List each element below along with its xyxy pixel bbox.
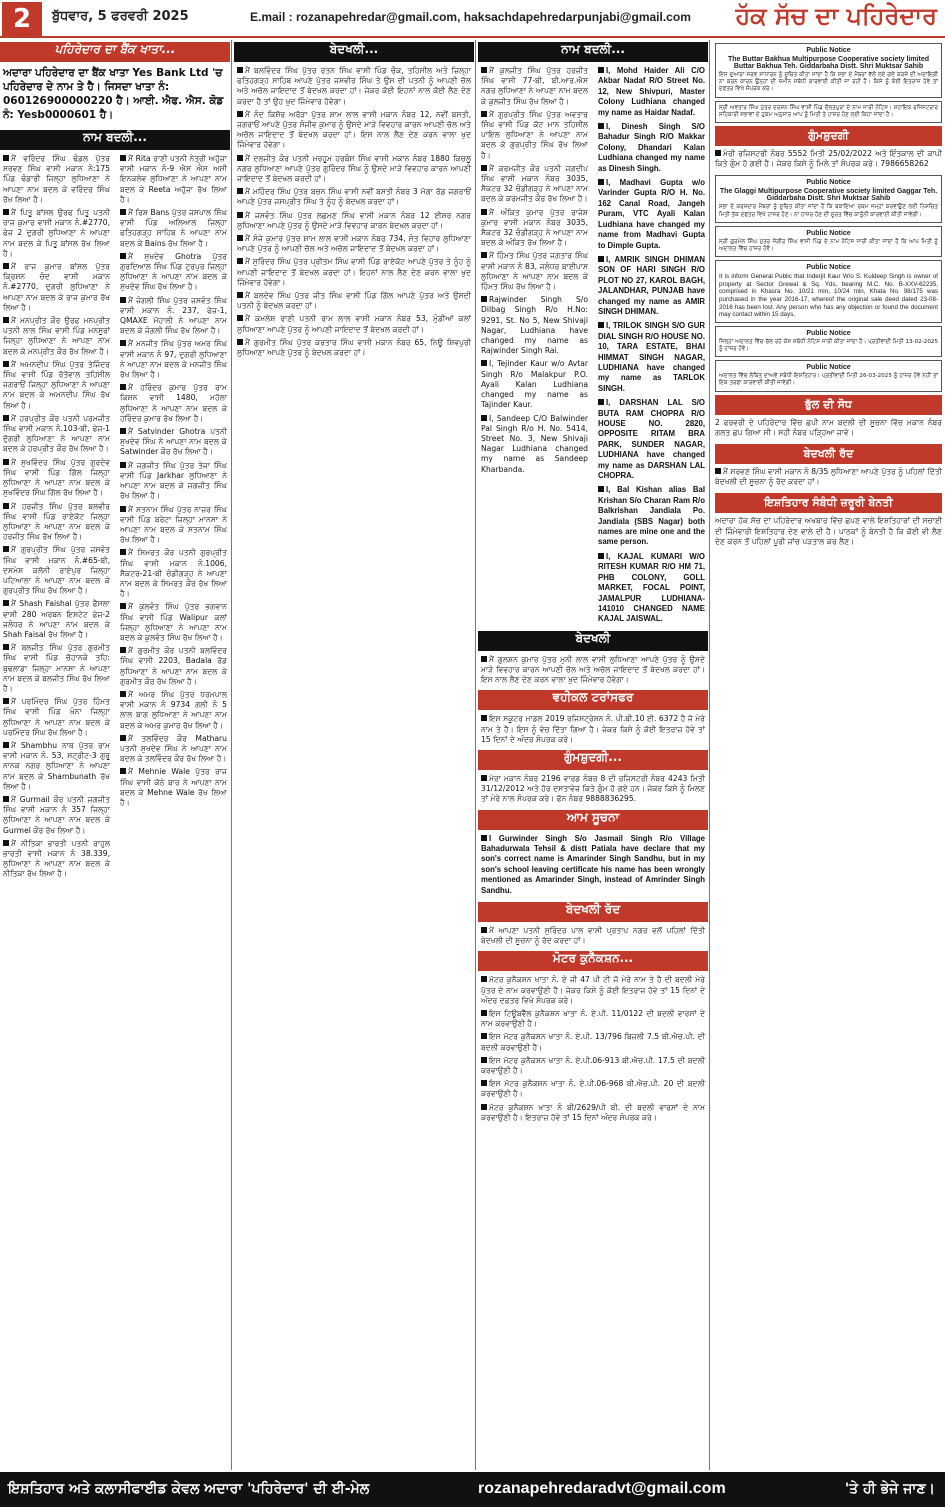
bullet-icon	[120, 209, 126, 215]
notice-title: Public Notice	[806, 179, 851, 187]
notice-item: ਮੈਂ ਹਿੰਮਤ ਸਿੰਘ ਪੁੱਤਰ ਜਗਤਾਰ ਸਿੰਘ ਵਾਸੀ ਮਕਾਨ ਨੰ 83, ਜਲੰਧਰ ਬਾਈਪਾਸ ਲੁਧਿਆਣਾ ਨੇ ਆਪਣਾ ਨਾਮ ਬਦਲ ਕੇ ਹਿੰਮਤ ਸਿੰਘ ਰੱਖ ਲਿਆ ਹੈ।	[481, 251, 588, 292]
notice-title: Public Notice	[806, 264, 851, 272]
notice-item: ਮੈਂ ਗੁਰਮੀਤ ਸਿੰਘ ਪੁੱਤਰ ਕਰਤਾਰ ਸਿੰਘ ਵਾਸੀ ਮਕਾਨ ਨੰਬਰ 65, ਨਿਊ ਸ਼ਿਵਪੁਰੀ ਲੁਧਿਆਣਾ ਆਪਣੇ ਪੁੱਤਰ ਨੂੰ ਬੇਦਖਲ ਕਰਦਾ ਹਾਂ।	[237, 337, 471, 358]
bullet-icon	[3, 415, 9, 421]
notice-item: ਮੋਟਰ ਕੁਨੈਕਸ਼ਨ ਖਾਤਾ ਨੰ ਬੀ/2629/ਪੀ ਬੀ. ਦੀ ਬਦਲੀ ਵਾਰਸਾਂ ਦੇ ਨਾਮ ਕਰਵਾਉਣੀ ਹੈ। ਇਤਰਾਜ਼ ਹੋਵੇ ਤਾਂ 15 ਦਿਨਾਂ ਅੰਦਰ ਸੰਪਰਕ ਕਰੇ।	[481, 1102, 705, 1122]
notice-item: ਮੈਂ ਮਹਿੰਦਰ ਸਿੰਘ ਪੁੱਤਰ ਬਚਨ ਸਿੰਘ ਵਾਸੀ ਨਵੀਂ ਬਸਤੀ ਨੰਬਰ 3 ਮੋਗਾ ਰੋਡ ਜਗਰਾਓਂ ਆਪਣੇ ਪੁੱਤਰ ਜਸਪ੍ਰੀਤ ਸਿੰਘ ਤੇ ਨੂੰਹ ਨੂੰ ਬੇਦਖਲ ਕਰਦਾ ਹਾਂ।	[237, 187, 471, 207]
correction-heading: ਭੁੱਲ ਦੀ ਸੋਧ	[715, 395, 942, 415]
name-change-heading: ਨਾਮ ਬਦਲੀ...	[0, 130, 230, 150]
notice-item: ਮੈਂ Shash Faishal ਪੁੱਤਰ ਫੈਸਲਾ ਵਾਸੀ 280 ਅਰਬਨ ਇਸਟੇਟ ਫੇਜ਼-2 ਜਲੰਧਰ ਨੇ ਆਪਣਾ ਨਾਮ ਬਦਲ ਕੇ Shah Faisal ਰੱਖ ਲਿਆ ਹੈ।	[3, 599, 110, 639]
notice-item: ਮੈਂ ਸੁਖਵਿੰਦਰ ਸਿੰਘ ਪੁੱਤਰ ਗੁਰਦੇਵ ਸਿੰਘ ਵਾਸੀ ਪਿੰਡ ਗਿੱਲ ਜਿਲ੍ਹਾ ਲੁਧਿਆਣਾ ਨੇ ਆਪਣਾ ਨਾਮ ਬਦਲ ਕੇ ਸੁਖਵਿੰਦਰ ਸਿੰਘ ਗਿੱਲ ਰੱਖ ਲਿਆ ਹੈ।	[3, 457, 110, 498]
notice-item: ਮੈਂ ਕਰਮਜੀਤ ਕੌਰ ਪਤਨੀ ਜਗਦੀਪ ਸਿੰਘ ਵਾਸੀ ਮਕਾਨ ਨੰਬਰ 3035, ਸੈਕਟਰ 32 ਚੰਡੀਗੜ੍ਹ ਨੇ ਆਪਣਾ ਨਾਮ ਬਦਲ ਕੇ ਕਰਮਜੀਤ ਕੌਰ ਰੱਖ ਲਿਆ ਹੈ।	[481, 163, 588, 204]
notice-item: ਇਸ ਮੋਟਰ ਕੁਨੈਕਸ਼ਨ ਖਾਤਾ ਨੰ. ਏ.ਪੀ.06-913 ਬੀ.ਐਚ.ਪੀ. 17.5 ਦੀ ਬਦਲੀ ਕਰਵਾਉਣੀ ਹੈ।	[481, 1055, 705, 1076]
name-change-subcolumn-left	[478, 66, 591, 629]
bullet-icon	[3, 600, 9, 606]
notice-title: Public Notice	[806, 329, 851, 337]
bullet-icon	[481, 775, 487, 781]
bullet-icon	[715, 150, 721, 156]
bullet-icon	[3, 546, 9, 552]
notice-title: Public Notice	[806, 229, 851, 237]
bullet-icon	[237, 67, 243, 73]
bullet-icon	[3, 796, 9, 802]
notice-item: ਮੈਂ ਪਰਮਿੰਦਰ ਸਿੰਘ ਪੁੱਤਰ ਹਿੰਮਤ ਸਿੰਘ ਵਾਸੀ ਪਿੰਡ ਖੰਨਾ ਜਿਲ੍ਹਾ ਲੁਧਿਆਣਾ ਨੇ ਆਪਣਾ ਨਾਮ ਬਦਲ ਕੇ ਪਰਮਿੰਦਰ ਸਿੰਘ ਰੱਖ ਲਿਆ ਹੈ।	[3, 697, 110, 737]
notice-item: ਮੈਂ ਦਲਜੀਤ ਕੌਰ ਪਤਨੀ ਮਰਹੂਮ ਹਰਬੰਸ ਸਿੰਘ ਵਾਸੀ ਮਕਾਨ ਨੰਬਰ 1880 ਕਿਚਲੂ ਨਗਰ ਲੁਧਿਆਣਾ ਆਪਣੇ ਪੁੱਤਰ ਗੁਰਿੰਦਰ ਸਿੰਘ ਨੂੰ ਉਸਦੇ ਮਾੜੇ ਵਿਵਹਾਰ ਕਾਰਨ ਆਪਣੀ ਜਾਇਦਾਦ ਤੋਂ ਬੇਦਖਲ ਕਰਦੀ ਹਾਂ।	[237, 153, 471, 184]
notice-item: ਮੈਂ ਜਸਵੰਤ ਸਿੰਘ ਪੁੱਤਰ ਲਛਮਣ ਸਿੰਘ ਵਾਸੀ ਮਕਾਨ ਨੰਬਰ 12 ਈਸ਼ਰ ਨਗਰ ਲੁਧਿਆਣਾ ਆਪਣੇ ਪੁੱਤਰ ਨੂੰ ਉਸਦੇ ਮਾੜੇ ਵਿਵਹਾਰ ਕਾਰਨ ਬੇਦਖਲ ਕਰਦਾ ਹਾਂ।	[237, 210, 471, 230]
notice-item: I, Madhavi Gupta w/o Varinder Gupta R/O H. No. 162 Canal Road, Jangeh Puram, VTC Ayali Kalan Ludhiana have changed my name from Madhavi Gupta to Dimple Gupta.	[598, 178, 705, 250]
bullet-icon	[481, 1057, 487, 1063]
notice-item: ਮੈਂ ਵਰਿੰਦਰ ਸਿੰਘ ਢੰਡਲ ਪੁੱਤਰ ਸਰਵਣ ਸਿੰਘ ਵਾਸੀ ਮਕਾਨ ਨੰ:175 ਪਿੰਡ ਢੰਡਾਰੀ ਜਿਲ੍ਹਾ ਲੁਧਿਆਣਾ ਨੇ ਆਪਣਾ ਨਾਮ ਬਦਲ ਕੇ ਵਰਿੰਦਰ ਸਿੰਘ ਰੱਖ ਲਿਆ ਹੈ।	[3, 154, 110, 204]
notice-item: ਮੈਂ ਗੁਰਪ੍ਰੀਤ ਸਿੰਘ ਪੁੱਤਰ ਜਸਵੰਤ ਸਿੰਘ ਵਾਸੀ ਮਕਾਨ ਨੰ.#65-ਬੀ, ਦਸਮੇਸ਼ ਕਲੋਨੀ ਰਾਏਪੁਰ ਜਿਲ੍ਹਾ ਪਟਿਆਲਾ ਨੇ ਆਪਣਾ ਨਾਮ ਬਦਲ ਕੇ ਗੁਰਪ੍ਰੀਤ ਸਿੰਘ ਰੱਖ ਲਿਆ ਹੈ।	[3, 545, 110, 596]
bullet-icon	[120, 253, 126, 259]
vehicle-transfer-notice: ਇਸ ਸਕੂਟਰ ਮਾਡਲ 2019 ਰਜਿਸਟ੍ਰੇਸ਼ਨ ਨੰ. ਪੀ.ਬੀ.10 ਈ. 6372 ਹੈ ਜੋ ਮੇਰੇ ਨਾਮ ਤੇ ਹੈ। ਇਸ ਨੂੰ ਵੇਚ ਦਿੱਤਾ ਗਿਆ ਹੈ। ਜੇਕਰ ਕਿਸੇ ਨੂੰ ਕੋਈ ਇਤਰਾਜ਼ ਹੋਵੇ ਤਾਂ 15 ਦਿਨਾਂ ਦੇ ਅੰਦਰ ਸੰਪਰਕ ਕਰੇ।	[481, 714, 705, 744]
column-divider	[475, 40, 476, 1470]
column-public-notices	[712, 40, 945, 1470]
notice-item: ਮੈਂ Mehnie Wale ਪੁੱਤਰ ਰਾਜ ਸਿੰਘ ਵਾਸੀ ਕੋਠੇ ਬਾਰ ਨੇ ਆਪਣਾ ਨਾਮ ਬਦਲ ਕੇ Mehne Wale ਰੱਖ ਲਿਆ ਹੈ।	[120, 767, 227, 807]
notice-item: I, Dinesh Singh S/O Bahadur Singh R/O Makkar Colony, Dhandari Kalan Ludhiana changed my name as Dinesh Singh.	[598, 122, 705, 173]
bullet-icon	[237, 235, 243, 241]
bullet-icon	[3, 459, 9, 465]
notice-item: ਮੈਂ ਜੰਗਲੀ ਸਿੰਘ ਪੁੱਤਰ ਜਸਵੰਤ ਸਿੰਘ ਵਾਸੀ ਮਕਾਨ ਨੰ. 237, ਫੇਜ਼-1, QMAXE ਮੋਹਾਲੀ ਨੇ ਆਪਣਾ ਨਾਮ ਬਦਲ ਕੇ ਜੰਗਲੀ ਸਿੰਘ ਰੱਖ ਲਿਆ ਹੈ।	[120, 295, 227, 336]
notice-title: Public Notice	[806, 364, 851, 372]
notice-body: ਸ੍ਰੀ ਅਵਤਾਰ ਸਿੰਘ ਪੁੱਤਰ ਦਰਸ਼ਨ ਸਿੰਘ ਵਾਸੀ ਪਿੰਡ ਦੌਲਤਪੁਰਾ ਦੇ ਨਾਮ ਜਾਰੀ ਨੋਟਿਸ। ਸਹਾਇਕ ਰਜਿਸਟਰਾਰ ਸਹਿਕਾਰੀ ਸਭਾਵਾਂ ਦੇ ਹੁਕਮ ਅਨੁਸਾਰ ਆਪ ਨੂੰ ਮਿਤੀ ਤੇ ਹਾਜ਼ਰ ਹੋਣ ਲਈ ਕਿਹਾ ਜਾਂਦਾ ਹੈ।	[719, 104, 938, 118]
notice-item: I, Mohd Haider Ali C/O Akbar Nadaf R/O Street No. 12, New Shivpuri, Master Colony Ludhiana changed my name as Haidar Nadaf.	[598, 66, 705, 117]
notice-item: ਮੈਂ ਅੰਕਿਤ ਕੁਮਾਰ ਪੁੱਤਰ ਰਾਜੇਸ਼ ਕੁਮਾਰ ਵਾਸੀ ਮਕਾਨ ਨੰਬਰ 3035, ਸੈਕਟਰ 32 ਚੰਡੀਗੜ੍ਹ ਨੇ ਆਪਣਾ ਨਾਮ ਬਦਲ ਕੇ ਅੰਕਿਤ ਰੱਖ ਲਿਆ ਹੈ।	[481, 207, 588, 248]
notice-item: I, AMRIK SINGH DHIMAN SON OF HARI SINGH R/O PLOT NO 27, KAROL BAGH, JALANDHAR, PUNJAB have changed my name as AMIR SINGH DHIMAN.	[598, 254, 705, 316]
cancel-heading: ਬੇਦਖਲੀ ਰੱਦ	[478, 902, 708, 922]
notice-item: ਮੈਂ ਨੀਤਿਕਾ ਭਾਰਤੀ ਪਤਨੀ ਰਾਹੁਲ ਭਾਰਤੀ ਵਾਸੀ ਮਕਾਨ ਨੰ 38.339, ਲੁਧਿਆਣਾ ਨੇ ਆਪਣਾ ਨਾਮ ਬਦਲ ਕੇ ਨੀਤਿਕਾ ਰੱਖ ਲਿਆ ਹੈ।	[3, 838, 110, 879]
notice-item: ਮੈਂ Satvinder Ghotra ਪਤਨੀ ਸੁਖਦੇਵ ਸਿੰਘ ਨੇ ਆਪਣਾ ਨਾਮ ਬਦਲ ਕੇ Satwinder ਕੌਰ ਰੱਖ ਲਿਆ ਹੈ।	[120, 427, 227, 457]
name-change-heading-2: ਨਾਮ ਬਦਲੀ...	[478, 42, 708, 62]
notice-title: Public Notice	[806, 47, 851, 54]
footer-advert-text: ਇਸ਼ਤਿਹਾਰ ਅਤੇ ਕਲਾਸੀਫਾਈਡ ਕੇਵਲ ਅਦਾਰਾ 'ਪਹਿਰੇਦਾਰ' ਦੀ ਈ-ਮੇਲ	[8, 1481, 370, 1497]
bullet-icon	[481, 67, 487, 73]
notice-item: ਇਸ ਟਿਊਬਵੈੱਲ ਕੁਨੈਕਸ਼ਨ ਖਾਤਾ ਨੰ. ਏ.ਪੀ. 11/0122 ਦੀ ਬਦਲੀ ਵਾਰਸਾਂ ਦੇ ਨਾਮ ਕਰਵਾਉਣੀ ਹੈ।	[481, 1009, 705, 1029]
bullet-icon	[3, 263, 9, 269]
bullet-icon	[237, 339, 243, 345]
motor-connection-heading: ਮੋਟਰ ਕੁਨੈਕਸ਼ਨ...	[478, 951, 708, 971]
advert-request-heading: ਇਸ਼ਤਿਹਾਰ ਸੰਬੰਧੀ ਜ਼ਰੂਰੀ ਬੇਨਤੀ	[715, 493, 942, 513]
notice-item: ਮੈਂ ਹਰਿੰਦਰ ਕੁਮਾਰ ਪੁੱਤਰ ਰਾਮ ਕਿਸ਼ਨ ਵਾਸੀ 1480, ਮਹੱਲਾ ਲੁਧਿਆਣਾ ਨੇ ਆਪਣਾ ਨਾਮ ਬਦਲ ਕੇ ਹਰਿੰਦਰ ਕੁਮਾਰ ਰੱਖ ਲਿਆ ਹੈ।	[120, 383, 227, 423]
bullet-icon	[237, 292, 243, 298]
bullet-icon	[481, 656, 487, 662]
public-notice-box-c	[715, 175, 942, 222]
public-notice-heading: ਆਮ ਸੂਚਨਾ	[478, 810, 708, 830]
cancel-notice: ਮੈਂ ਆਪਣਾ ਪਤਨੀ ਸੁਰਿੰਦਰ ਪਾਲ ਵਾਸੀ ਪ੍ਰਤਾਪ ਨਗਰ ਵਲੋਂ ਪਹਿਲਾਂ ਦਿੱਤੀ ਬੇਦਖਲੀ ਦੀ ਸੂਚਨਾ ਨੂੰ ਰੱਦ ਕਰਦਾ ਹਾਂ।	[481, 925, 705, 946]
bullet-icon	[481, 252, 487, 258]
bullet-icon	[598, 553, 604, 559]
notice-item: ਮੈਂ ਕੁਲਵੰਤ ਸਿੰਘ ਪੁੱਤਰ ਭਗਵਾਨ ਸਿੰਘ ਵਾਸੀ ਪਿੰਡ Walipur ਕਲਾਂ ਜਿਲ੍ਹਾ ਲੁਧਿਆਣਾ ਨੇ ਆਪਣਾ ਨਾਮ ਬਦਲ ਕੇ ਕੁਲਵੰਤ ਸਿੰਘ ਰੱਖ ਲਿਆ ਹੈ।	[120, 602, 227, 642]
notice-item: ਮੈਂ ਅਮਨਦੀਪ ਸਿੰਘ ਪੁੱਤਰ ਤੇਜਿੰਦਰ ਸਿੰਘ ਵਾਸੀ ਪਿੰਡ ਰੱਤੋਵਾਲ ਤਹਿਸੀਲ ਜਗਰਾਓਂ ਜਿਲ੍ਹਾ ਲੁਧਿਆਣਾ ਨੇ ਆਪਣਾ ਨਾਮ ਬਦਲ ਕੇ ਅਮਨਦੀਪ ਸਿੰਘ ਰੱਖ ਲਿਆ ਹੈ।	[3, 359, 110, 410]
notice-item: I, DARSHAN LAL S/O BUTA RAM CHOPRA R/O HOUSE NO. 2820, OPPOSITE RITAM BRA PARK, SUNDER NAGAR, LUDHIANA have changed my name as DARSHAN LAL CHOPRA.	[598, 398, 705, 481]
header-emails: E.mail : rozanapehredar@gmail.com, haksachdapehredarpunjabi@gmail.com	[250, 10, 691, 24]
lost-heading-2: ਗੁੰਮਸ਼ੁਦਗੀ	[715, 126, 942, 146]
bullet-icon	[598, 399, 604, 405]
bullet-icon	[481, 111, 487, 117]
court-notice-box-b	[715, 101, 942, 123]
notice-item: ਮੋਟਰ ਕੁਨੈਕਸ਼ਨ ਖਾਤਾ ਨੰ. ਏ ਜੀ 47 ਪੀ ਟੀ ਜੋ ਮੇਰੇ ਨਾਮ ਤੇ ਹੈ ਦੀ ਬਦਲੀ ਮੇਰੇ ਪੁੱਤਰ ਦੇ ਨਾਮ ਕਰਵਾਉਣੀ ਹੈ। ਜੇਕਰ ਕਿਸੇ ਨੂੰ ਕੋਈ ਇਤਰਾਜ਼ ਹੋਵੇ ਤਾਂ 15 ਦਿਨਾਂ ਦੇ ਅੰਦਰ ਦਫਤਰ ਵਿਖੇ ਸੰਪਰਕ ਕਰੇ।	[481, 975, 705, 1005]
bullet-icon	[3, 361, 9, 367]
page-number: 2	[2, 2, 42, 36]
bullet-icon	[237, 155, 243, 161]
column-name-change-1	[0, 40, 230, 1470]
bullet-icon	[481, 415, 487, 421]
bullet-icon	[598, 322, 604, 328]
notice-item: ਮੈਂ ਕੁਲਜੀਤ ਸਿੰਘ ਪੁੱਤਰ ਹਰਜੀਤ ਸਿੰਘ ਵਾਸੀ 77-ਬੀ, ਬੀ.ਆਰ.ਐਸ ਨਗਰ ਲੁਧਿਆਣਾ ਨੇ ਆਪਣਾ ਨਾਮ ਬਦਲ ਕੇ ਕੁਲਜੀਤ ਸਿੰਘ ਰੱਖ ਲਿਆ ਹੈ।	[481, 66, 588, 106]
notice-item: I, TRILOK SINGH S/O GUR DIAL SINGH R/O HOUSE NO. 10, TARA ESTATE, BHAI HIMMAT SINGH NAGAR, LUDHIANA have changed my name as TARLOK SINGH.	[598, 321, 705, 393]
notice-item: ਮੈਂ ਕਮਲੇਸ਼ ਰਾਣੀ ਪਤਨੀ ਰਾਮ ਲਾਲ ਵਾਸੀ ਮਕਾਨ ਨੰਬਰ 53, ਮੁੰਡੀਆਂ ਕਲਾਂ ਲੁਧਿਆਣਾ ਆਪਣੇ ਪੁੱਤਰ ਨੂੰ ਆਪਣੀ ਜਾਇਦਾਦ ਤੋਂ ਬੇਦਖਲ ਕਰਦੀ ਹਾਂ।	[237, 314, 471, 334]
bullet-icon	[3, 503, 9, 509]
public-notice-box-e	[715, 260, 942, 323]
notice-body: ਸਭਾ ਦੇ ਕਰਜ਼ਦਾਰ ਮੈਂਬਰਾਂ ਨੂੰ ਸੂਚਿਤ ਕੀਤਾ ਜਾਂਦਾ ਹੈ ਕਿ ਬਕਾਇਆ ਰਕਮ ਜਮ੍ਹਾਂ ਕਰਵਾਉਣ ਲਈ ਨਿਸ਼ਚਿਤ ਮਿਤੀ ਤੱਕ ਦਫਤਰ ਵਿਖੇ ਹਾਜ਼ਰ ਹੋਣ। ਨਾ ਹਾਜ਼ਰ ਹੋਣ ਦੀ ਸੂਰਤ ਵਿੱਚ ਕਾਨੂੰਨੀ ਕਾਰਵਾਈ ਕੀਤੀ ਜਾਵੇਗੀ।	[719, 204, 938, 218]
notice-subtitle: The Buttar Bakhua Multipurpose Cooperative society limited Buttar Bakhua Teh. Giddarbaha Distt. Shri Muktsar Sahib	[727, 56, 930, 70]
bullet-icon	[3, 840, 9, 846]
column-divider	[231, 40, 232, 1470]
public-notice-box-f	[715, 326, 942, 357]
bullet-icon	[120, 603, 126, 609]
bullet-icon	[481, 165, 487, 171]
bullet-icon	[481, 976, 487, 982]
bullet-icon	[120, 647, 126, 653]
notice-body: ਅਦਾਲਤ ਵਿੱਚ ਲੰਬਿਤ ਦਾਅਵੇ ਸਬੰਧੀ ਇਸ਼ਤਿਹਾਰ। ਪ੍ਰਤੀਵਾਦੀ ਮਿਤੀ 26-03-2025 ਨੂੰ ਹਾਜ਼ਰ ਹੋਵੇ ਨਹੀਂ ਤਾਂ ਇਕ ਤਰਫਾ ਕਾਰਵਾਈ ਕੀਤੀ ਜਾਵੇਗੀ।	[719, 373, 938, 387]
bullet-icon	[237, 258, 243, 264]
name-change-list	[0, 154, 230, 883]
name-change-list-2	[478, 66, 708, 629]
bullet-icon	[598, 256, 604, 262]
correction-notice: 2 ਫਰਵਰੀ ਦੇ ਪਹਿਰੇਦਾਰ ਵਿੱਚ ਛਪੀ ਨਾਮ ਬਦਲੀ ਦੀ ਸੂਚਨਾ ਵਿੱਚ ਮਕਾਨ ਨੰਬਰ ਗਲਤ ਛਪ ਗਿਆ ਸੀ। ਸਹੀ ਨੰਬਰ ਪੜ੍ਹਿਆ ਜਾਵੇ।	[715, 417, 942, 437]
notice-item: ਮੈਂ ਰਾਜ ਕੁਮਾਰ ਬਾਂਸਲ ਪੁੱਤਰ ਕ੍ਰਿਸ਼ਨ ਚੰਦ ਵਾਸੀ ਮਕਾਨ ਨੰ.#2770, ਦੁਗਰੀ ਲੁਧਿਆਣਾ ਨੇ ਆਪਣਾ ਨਾਮ ਬਦਲ ਕੇ ਰਾਜ ਕੁਮਾਰ ਰੱਖ ਲਿਆ ਹੈ।	[3, 262, 110, 312]
bullet-icon	[120, 735, 126, 741]
bullet-icon	[481, 209, 487, 215]
notice-item: ਮੈਂ ਪਿਤੂ ਬਾਂਸਲ ਉਰਫ ਪਿਤੂ ਪਤਨੀ ਰਾਜ ਕੁਮਾਰ ਵਾਸੀ ਮਕਾਨ ਨੰ.#2770, ਫੇਜ਼ 2 ਦੁਗਰੀ ਲੁਧਿਆਣਾ ਨੇ ਆਪਣਾ ਨਾਮ ਬਦਲ ਕੇ ਪਿਤੂ ਬਾਂਸਲ ਰੱਖ ਲਿਆ ਹੈ।	[3, 208, 110, 258]
name-change-subcolumn-right	[595, 66, 708, 629]
notice-item: ਇਸ ਮੋਟਰ ਕੁਨੈਕਸ਼ਨ ਖਾਤਾ ਨੰ. ਏ.ਪੀ.06-968 ਬੀ.ਐਚ.ਪੀ. 20 ਦੀ ਬਦਲੀ ਕਰਵਾਉਣੀ ਹੈ।	[481, 1079, 705, 1099]
bullet-icon	[3, 742, 9, 748]
notice-item: ਮੈਂ ਨੰਦ ਕਿਸ਼ੋਰ ਅਰੋੜਾ ਪੁੱਤਰ ਸ਼ਾਮ ਲਾਲ ਵਾਸੀ ਮਕਾਨ ਨੰਬਰ 12, ਨਵੀਂ ਬਸਤੀ, ਜਗਰਾਓਂ ਆਪਣੇ ਪੁੱਤਰ ਸੰਜੀਵ ਕੁਮਾਰ ਨੂੰ ਉਸਦੇ ਮਾੜੇ ਵਿਵਹਾਰ ਕਾਰਨ ਆਪਣੀ ਚੱਲ ਅਤੇ ਅਚੱਲ ਜਾਇਦਾਦ ਤੋਂ ਬੇਦਖਲ ਕਰਦਾ ਹਾਂ। ਇਸ ਨਾਲ ਲੈਣ ਦੇਣ ਕਰਨ ਵਾਲਾ ਖੁਦ ਜਿੰਮੇਵਾਰ ਹੋਵੇਗਾ।	[237, 109, 471, 150]
column-name-change-2	[478, 40, 708, 1470]
bank-account-text: ਅਦਾਰਾ ਪਹਿਰੇਦਾਰ ਦਾ ਬੈਂਕ ਖਾਤਾ Yes Bank Ltd 'ਚ ਪਹਿਰੇਦਾਰ ਦੇ ਨਾਮ ਤੇ ਹੈ। ਜਿਸਦਾ ਖਾਤਾ ਨੰ: 060126900000220 ਹੈ। ਆਈ. ਐਫ. ਐਸ. ਕੋਡ ਨੰ: Yesb0000601 ਹੈ।	[3, 67, 224, 121]
notice-item: Rajwinder Singh S/o Dilbag Singh R/o H.No: 9291, St. No 5, New Shivaji Nagar, Ludhiana have changed my name as Rajwinder Singh Rai.	[481, 295, 588, 356]
bullet-icon	[715, 468, 721, 474]
bullet-icon	[481, 360, 487, 366]
public-notice-box-a	[715, 43, 942, 98]
cancel-notice-2: ਮੈਂ ਸਰਵਣ ਸਿੰਘ ਵਾਸੀ ਮਕਾਨ ਨੰ 8/35 ਲੁਧਿਆਣਾ ਆਪਣੇ ਪੁੱਤਰ ਨੂੰ ਪਹਿਲਾਂ ਦਿੱਤੀ ਬੇਦਖਲੀ ਦੀ ਸੂਚਨਾ ਨੂੰ ਰੱਦ ਕਰਦਾ ਹਾਂ।	[715, 467, 942, 487]
bank-account-heading: ਪਹਿਰੇਦਾਰ ਦਾ ਬੈਂਕ ਖਾਤਾ...	[0, 42, 230, 62]
bullet-icon	[481, 927, 487, 933]
bullet-icon	[481, 1104, 487, 1110]
notice-body: It is inform General Public that Inderjit Kaur W/o S. Kuldeep Singh is owner of property at Sector Grewal & Sq. Yds. bearing M.C. No. B-XXV-62235, comprised in Khasra No. 10/21 min, 10/24 min, Khata No. 98/175 was purchased in the year 2016-17, whereof the original sale deed dated 23-08-2016 has been lost. Any person who has any objection or found the document may contact within 15 days.	[719, 273, 938, 319]
name-change-subcolumn-left	[0, 154, 113, 883]
notice-item: ਮੈਂ ਬਲਦੇਵ ਸਿੰਘ ਪੁੱਤਰ ਜੀਤ ਸਿੰਘ ਵਾਸੀ ਪਿੰਡ ਗਿੱਲ ਆਪਣੇ ਪੁੱਤਰ ਅਤੇ ਉਸਦੀ ਪਤਨੀ ਨੂੰ ਬੇਦਖਲ ਕਰਦਾ ਹਾਂ।	[237, 291, 471, 311]
notice-item: ਮੈਂ ਮਨਪ੍ਰੀਤ ਕੌਰ ਉਰਫ ਮਨਪ੍ਰੀਤ ਪਤਨੀ ਲਾਲ ਸਿੰਘ ਵਾਸੀ ਪਿੰਡ ਮਨਸੂਰਾਂ ਜਿਲ੍ਹਾ ਲੁਧਿਆਣਾ ਨੇ ਆਪਣਾ ਨਾਮ ਬਦਲ ਕੇ ਮਨਪ੍ਰੀਤ ਕੌਰ ਰੱਖ ਲਿਆ ਹੈ।	[3, 316, 110, 356]
bullet-icon	[3, 698, 9, 704]
public-notice-box-d	[715, 226, 942, 257]
notice-item: ਮੈਂ Rita ਰਾਣੀ ਪਤਨੀ ਨੇਤ੍ਰੀ ਅਹੁੱਜਾ ਵਾਸੀ ਮਕਾਨ ਨੰ-9 ਐਸ ਐਸ ਅਸੀ ਇਨਕਲੇਵ ਲੁਧਿਆਣਾ ਨੇ ਆਪਣਾ ਨਾਮ ਬਦਲ ਕੇ Reeta ਅਹੁੱਜਾ ਰੱਖ ਲਿਆ ਹੈ।	[120, 154, 227, 204]
bullet-icon	[237, 188, 243, 194]
bullet-icon	[237, 111, 243, 117]
public-notice-box-g	[715, 360, 942, 391]
notice-item: ਮੈਂ ਤਲਵਿੰਦਰ ਕੌਰ Matharu ਪਤਨੀ ਸੁਖਦੇਵ ਸਿੰਘ ਨੇ ਆਪਣਾ ਨਾਮ ਬਦਲ ਕੇ ਤਲਵਿੰਦਰ ਕੌਰ ਰੱਖ ਲਿਆ ਹੈ।	[120, 733, 227, 764]
bullet-icon	[481, 1010, 487, 1016]
bullet-icon	[3, 209, 9, 215]
lost-notice: ਮੇਰਾ ਮਕਾਨ ਨੰਬਰ 2196 ਵਾਰਡ ਨੰਬਰ 8 ਦੀ ਰਜਿਸਟਰੀ ਨੰਬਰ 4243 ਮਿਤੀ 31/12/2012 ਅਤੇ ਹੋਰ ਦਸਤਾਵੇਜ਼ ਕਿਤੇ ਗੁੰਮ ਹੋ ਗਏ ਹਨ। ਜੇਕਰ ਕਿਸੇ ਨੂੰ ਮਿਲਣ ਤਾਂ ਮੇਰੇ ਨਾਲ ਸੰਪਰਕ ਕਰੇ। ਫੋਨ ਨੰਬਰ 9888836295.	[481, 773, 705, 804]
bullet-icon	[481, 715, 487, 721]
notice-item: ਮੈਂ ਬਲਵਿੰਦਰ ਸਿੰਘ ਪੁੱਤਰ ਰਤਨ ਸਿੰਘ ਵਾਸੀ ਪਿੰਡ ਚੌਕ, ਤਹਿਸੀਲ ਅਤੇ ਜ਼ਿਲ੍ਹਾ ਫਤਿਹਗੜ੍ਹ ਸਾਹਿਬ ਆਪਣੇ ਪੁੱਤਰ ਜਸਵੀਰ ਸਿੰਘ ਤੇ ਉਸ ਦੀ ਪਤਨੀ ਨੂੰ ਆਪਣੀ ਚੱਲ ਅਤੇ ਅਚੱਲ ਜਾਇਦਾਦ ਤੋਂ ਬੇਦਖਲ ਕਰਦਾ ਹਾਂ। ਜੇਕਰ ਕੋਈ ਇਹਨਾਂ ਨਾਲ ਕੋਈ ਲੈਣ ਦੇਣ ਕਰਦਾ ਹੈ ਤਾਂ ਉਹ ਖੁਦ ਜਿੰਮੇਵਾਰ ਹੋਵੇਗਾ।	[237, 66, 471, 106]
notice-item: ਮੈਂ ਸੁਖਦੇਵ Ghotra ਪੁੱਤਰ ਗੁਰਦਿਆਲ ਸਿੰਘ ਪਿੰਡ ਟੁਰਪੁਰ ਜਿਲ੍ਹਾ ਲੁਧਿਆਣਾ ਨੇ ਆਪਣਾ ਨਾਮ ਬਦਲ ਕੇ ਸੁਖਦੇਵ ਸਿੰਘ ਰੱਖ ਲਿਆ ਹੈ।	[120, 251, 227, 292]
notice-item: ਇਸ ਮੋਟਰ ਕੁਨੈਕਸ਼ਨ ਖਾਤਾ ਨੰ. ਏ.ਪੀ. 13/796 ਬਿਜਲੀ 7.5 ਬੀ.ਐਚ.ਪੀ. ਦੀ ਬਦਲੀ ਕਰਵਾਉਣੀ ਹੈ।	[481, 1032, 705, 1052]
bullet-icon	[120, 549, 126, 555]
notice-item: ਮੈਂ ਸਤਨਾਮ ਸਿੰਘ ਪੁੱਤਰ ਨਾਜ਼ਰ ਸਿੰਘ ਵਾਸੀ ਪਿੰਡ ਬਰੇਟਾ ਜਿਲ੍ਹਾ ਮਾਨਸਾ ਨੇ ਆਪਣਾ ਨਾਮ ਬਦਲ ਕੇ ਸਤਨਾਮ ਸਿੰਘ ਰੱਖ ਲਿਆ ਹੈ।	[120, 504, 227, 545]
column-divider	[709, 40, 710, 1470]
notice-item: I, Tejinder Kaur w/o Avtar Singh R/o Malakpur P.O. Ayali Kalan Ludhiana changed my name as Tajinder Kaur.	[481, 359, 588, 410]
vehicle-transfer-heading: ਵਹੀਕਲ ਟਰਾਂਸਫਰ	[478, 690, 708, 710]
notice-item: ਮੈਂ ਜਗਜੀਤ ਸਿੰਘ ਪੁੱਤਰ ਤੇਜਾ ਸਿੰਘ ਵਾਸੀ ਪਿੰਡ Jarkhar ਲੁਧਿਆਣਾ ਨੇ ਆਪਣਾ ਨਾਮ ਬਦਲ ਕੇ ਜਗਜੀਤ ਸਿੰਘ ਰੱਖ ਲਿਆ ਹੈ।	[120, 460, 227, 501]
footer-advert-text-end: 'ਤੇ ਹੀ ਭੇਜੇ ਜਾਣ।	[844, 1481, 935, 1497]
disinheritance-heading: ਬੇਦਖਲੀ...	[234, 42, 474, 62]
bullet-icon	[3, 644, 9, 650]
bullet-icon	[481, 835, 487, 841]
bedakhli-heading: ਬੇਦਖਲੀ	[478, 631, 708, 651]
bullet-icon	[3, 317, 9, 323]
footer-advert-email[interactable]: rozanapehredaradvt@gmail.com	[478, 1480, 726, 1497]
notice-item: ਮੈਂ Gurmail ਕੌਰ ਪਤਨੀ ਜਗਜੀਤ ਸਿੰਘ ਵਾਸੀ ਮਕਾਨ ਨੰ 357 ਜਿਲ੍ਹਾ ਲੁਧਿਆਣਾ ਨੇ ਆਪਣਾ ਨਾਮ ਬਦਲ ਕੇ Gurmel ਕੌਰ ਰੱਖ ਲਿਆ ਹੈ।	[3, 794, 110, 835]
bullet-icon	[598, 67, 604, 73]
bullet-icon	[120, 297, 126, 303]
motor-connection-list	[478, 975, 708, 1126]
bullet-icon	[120, 340, 126, 346]
notice-subtitle: The Glaggi Multipurpose Cooperative society limited Gaggar Teh. Giddarbaha Distt. Shri Muktsar Sahib	[719, 188, 938, 203]
bedakhli-notice: ਮੈਂ ਗੁਲਸ਼ਨ ਕੁਮਾਰ ਪੁੱਤਰ ਮੁਨੀ ਲਾਲ ਵਾਸੀ ਲੁਧਿਆਣਾ ਆਪਣੇ ਪੁੱਤਰ ਨੂੰ ਉਸਦੇ ਮਾੜੇ ਵਿਵਹਾਰ ਕਾਰਨ ਆਪਣੀ ਚੱਲ ਅਤੇ ਅਚੱਲ ਜਾਇਦਾਦ ਤੋਂ ਬੇਦਖਲ ਕਰਦਾ ਹਾਂ। ਇਸ ਨਾਲ ਲੈਣ ਦੇਣ ਕਰਨ ਵਾਲਾ ਖੁਦ ਜਿੰਮੇਵਾਰ ਹੋਵੇਗਾ।	[481, 654, 705, 685]
public-notice-text: I Gurwinder Singh S/o Jasmail Singh R/o Village Bahadurwala Tehsil & distt Patiala have declare that my son's correct name is Amarinder Singh Sandhu, but in my son's school leaving certificate his name has been wrongly mentioned as Amarinder Singh, instead of Amrinder Singh Sandhu.	[481, 833, 705, 895]
notice-item: ਮੈਂ ਗੁਰਪ੍ਰੀਤ ਸਿੰਘ ਪੁੱਤਰ ਅਵਤਾਰ ਸਿੰਘ ਵਾਸੀ ਪਿੰਡ ਕੋਟ ਮਾਨ ਤਹਿਸੀਲ ਪਾਇਲ ਲੁਧਿਆਣਾ ਨੇ ਆਪਣਾ ਨਾਮ ਬਦਲ ਕੇ ਗੁਰਪ੍ਰੀਤ ਸਿੰਘ ਰੱਖ ਲਿਆ ਹੈ।	[481, 109, 588, 160]
bullet-icon	[237, 212, 243, 218]
notice-item: ਮੈਂ ਸਿਮਰਤ ਕੌਰ ਪਤਨੀ ਗੁਰਪ੍ਰੀਤ ਸਿੰਘ ਵਾਸੀ ਮਕਾਨ ਨੰ.1006, ਸੈਕਟਰ-21-ਬੀ ਚੰਡੀਗੜ੍ਹ ਨੇ ਆਪਣਾ ਨਾਮ ਬਦਲ ਕੇ ਸਿਮਰਤ ਕੌਰ ਰੱਖ ਲਿਆ ਹੈ।	[120, 548, 227, 599]
cancel-heading-2: ਬੇਦਖਲੀ ਰੱਦ	[715, 444, 942, 464]
lost-heading: ਗੁੰਮਸ਼ੁਦਗੀ...	[478, 750, 708, 770]
bullet-icon	[120, 384, 126, 390]
bullet-icon	[120, 691, 126, 697]
bullet-icon	[598, 486, 604, 492]
notice-item: ਮੈਂ ਸੁਰਿੰਦਰ ਸਿੰਘ ਪੁੱਤਰ ਪ੍ਰੀਤਮ ਸਿੰਘ ਵਾਸੀ ਪਿੰਡ ਰਾਏਕੋਟ ਆਪਣੇ ਪੁੱਤਰ ਤੇ ਨੂੰਹ ਨੂੰ ਆਪਣੀ ਜਾਇਦਾਦ ਤੋਂ ਬੇਦਖਲ ਕਰਦਾ ਹਾਂ। ਇਹਨਾਂ ਨਾਲ ਲੈਣ ਦੇਣ ਕਰਨ ਵਾਲਾ ਖੁਦ ਜਿੰਮੇਵਾਰ ਹੋਵੇਗਾ।	[237, 257, 471, 287]
page-footer	[0, 1472, 945, 1507]
bullet-icon	[120, 428, 126, 434]
notice-item: ਮੈਂ ਗੁਰਮੀਤ ਕੌਰ ਪਤਨੀ ਬਲਵਿੰਦਰ ਸਿੰਘ ਵਾਸੀ 2203, Badala ਰੋਡ ਲੁਧਿਆਣਾ ਨੇ ਆਪਣਾ ਨਾਮ ਬਦਲ ਕੇ ਗੁਰਮੀਤ ਕੌਰ ਰੱਖ ਲਿਆ ਹੈ।	[120, 646, 227, 686]
notice-item: ਮੈਂ ਅਮਰ ਸਿੰਘ ਪੁੱਤਰ ਧਰਮਪਾਲ ਵਾਸੀ ਮਕਾਨ ਨੰ 9734 ਗਲੀ ਨੰ 5 ਲਾਲ ਬਾਗ ਲੁਧਿਆਣਾ ਨੇ ਆਪਣਾ ਨਾਮ ਬਦਲ ਕੇ ਅਮਰ ਕੁਮਾਰ ਰੱਖ ਲਿਆ ਹੈ।	[120, 689, 227, 730]
bullet-icon	[481, 1080, 487, 1086]
lost-notice-2: ਮੇਰੀ ਰਜਿਸਟਰੀ ਨੰਬਰ 5552 ਮਿਤੀ 25/02/2022 ਅਤੇ ਇੰਤਕਾਲ ਦੀ ਕਾਪੀ ਕਿਤੇ ਗੁੰਮ ਹੋ ਗਈ ਹੈ। ਜੇਕਰ ਕਿਸੇ ਨੂੰ ਮਿਲੇ ਤਾਂ ਸੰਪਰਕ ਕਰੇ। 7986658262	[715, 149, 942, 169]
notice-item: I, Bal Kishan alias Bal Krishan S/o Charan Ram R/o Balkrishan Jandiala Po. Jandiala (SBS Nagar) both names are mine one and the same person.	[598, 485, 705, 547]
notice-item: ਮੈਂ ਸੰਜੇ ਕੁਮਾਰ ਪੁੱਤਰ ਸ਼ਾਮ ਲਾਲ ਵਾਸੀ ਮਕਾਨ ਨੰਬਰ 734, ਸੰਤ ਵਿਹਾਰ ਲੁਧਿਆਣਾ ਆਪਣੇ ਪੁੱਤਰ ਨੂੰ ਆਪਣੀ ਚੱਲ ਅਤੇ ਅਚੱਲ ਜਾਇਦਾਦ ਤੋਂ ਬੇਦਖਲ ਕਰਦਾ ਹਾਂ।	[237, 234, 471, 254]
notice-body: ਜਿਲ੍ਹਾ ਅਦਾਲਤ ਵਿੱਚ ਚੱਲ ਰਹੇ ਕੇਸ ਸਬੰਧੀ ਨੋਟਿਸ ਜਾਰੀ ਕੀਤਾ ਜਾਂਦਾ ਹੈ। ਪ੍ਰਤੀਵਾਦੀ ਮਿਤੀ 13-02-2025 ਨੂੰ ਹਾਜ਼ਰ ਹੋਵੇ।	[719, 338, 938, 352]
notice-item: ਮੈਂ ਹਰਪ੍ਰੀਤ ਕੌਰ ਪਤਨੀ ਪਰਮਜੀਤ ਸਿੰਘ ਵਾਸੀ ਮਕਾਨ ਨੰ.103-ਬੀ, ਫੇਜ਼-1 ਦੁੱਗਰੀ ਲੁਧਿਆਣਾ ਨੇ ਆਪਣਾ ਨਾਮ ਬਦਲ ਕੇ ਹਰਪ੍ਰੀਤ ਕੌਰ ਰੱਖ ਲਿਆ ਹੈ।	[3, 413, 110, 454]
name-change-subcolumn-right	[117, 154, 230, 883]
newspaper-brand: ਹੱਕ ਸੱਚ ਦਾ ਪਹਿਰੇਦਾਰ	[735, 2, 937, 30]
advert-request-text: ਅਦਾਰਾ ਹੱਕ ਸੱਚ ਦਾ ਪਹਿਰੇਦਾਰ ਅਖਬਾਰ ਵਿੱਚ ਛਪਣ ਵਾਲੇ ਇਸ਼ਤਿਹਾਰਾਂ ਦੀ ਸਚਾਈ ਦੀ ਜਿੰਮੇਵਾਰੀ ਇਸ਼ਤਿਹਾਰ ਦੇਣ ਵਾਲੇ ਦੀ ਹੈ। ਪਾਠਕਾਂ ਨੂੰ ਬੇਨਤੀ ਹੈ ਕਿ ਕੋਈ ਵੀ ਲੈਣ ਦੇਣ ਕਰਨ ਤੋਂ ਪਹਿਲਾਂ ਪੂਰੀ ਜਾਂਚ ਪੜਤਾਲ ਕਰ ਲੈਣ।	[715, 516, 942, 546]
notice-item: ਮੈਂ ਮਨਜੀਤ ਸਿੰਘ ਪੁੱਤਰ ਅਮਰ ਸਿੰਘ ਵਾਸੀ ਮਕਾਨ ਨੰ 97, ਦੁਗਰੀ ਲੁਧਿਆਣਾ ਨੇ ਆਪਣਾ ਨਾਮ ਬਦਲ ਕੇ ਮਨਜੀਤ ਸਿੰਘ ਰੱਖ ਲਿਆ ਹੈ।	[120, 339, 227, 380]
bullet-icon	[598, 123, 604, 129]
disinheritance-list	[234, 66, 474, 361]
notice-body: ਇਸ ਦੁਆਰਾ ਸਰਵ ਸਾਧਾਰਨ ਨੂੰ ਸੂਚਿਤ ਕੀਤਾ ਜਾਂਦਾ ਹੈ ਕਿ ਸਭਾ ਦੇ ਮੈਂਬਰਾਂ ਵੱਲੋਂ ਲਏ ਗਏ ਕਰਜ਼ੇ ਦੀ ਅਦਾਇਗੀ ਨਾ ਕਰਨ ਕਾਰਨ ਉਨ੍ਹਾਂ ਦੀ ਜ਼ਮੀਨ ਸਬੰਧੀ ਕਾਰਵਾਈ ਕੀਤੀ ਜਾ ਰਹੀ ਹੈ। ਕਿਸੇ ਨੂੰ ਕੋਈ ਇਤਰਾਜ਼ ਹੋਵੇ ਤਾਂ ਦਫਤਰ ਵਿਖੇ ਸੰਪਰਕ ਕਰੇ।	[719, 72, 938, 93]
bullet-icon	[598, 179, 604, 185]
bullet-icon	[3, 155, 9, 161]
notice-item: ਮੈਂ Shambhu ਨਾਥ ਪੁੱਤਰ ਰਾਮ ਵਾਸੀ ਮਕਾਨ ਨੰ. 53, ਸਟ੍ਰੀਟ-3 ਗੁਰੂ ਨਾਨਕ ਨਗਰ ਲੁਧਿਆਣਾ ਨੇ ਆਪਣਾ ਨਾਮ ਬਦਲ ਕੇ Shambunath ਰੱਖ ਲਿਆ ਹੈ।	[3, 740, 110, 791]
bullet-icon	[120, 155, 126, 161]
bullet-icon	[481, 1033, 487, 1039]
page-header	[0, 0, 945, 38]
issue-date: ਬੁੱਧਵਾਰ, 5 ਫਰਵਰੀ 2025	[52, 9, 189, 24]
bullet-icon	[120, 462, 126, 468]
notice-item: I, KAJAL KUMARI W/O RITESH KUMAR R/O HM 71, PHB COLONY, GOLL MARKET, FOCAL POINT, JAMALPUR LUDHIANA-141010 CHANGED NAME KAJAL JAISWAL.	[598, 551, 705, 624]
bullet-icon	[481, 296, 487, 302]
bullet-icon	[120, 506, 126, 512]
notice-item: ਮੈਂ ਹਰਜੀਤ ਸਿੰਘ ਪੁੱਤਰ ਬਲਵੀਰ ਸਿੰਘ ਵਾਸੀ ਪਿੰਡ ਰਾਏਕੋਟ ਜਿਲ੍ਹਾ ਲੁਧਿਆਣਾ ਨੇ ਆਪਣਾ ਨਾਮ ਬਦਲ ਕੇ ਹਰਜੀਤ ਸਿੰਘ ਰੱਖ ਲਿਆ ਹੈ।	[3, 501, 110, 542]
notice-body: ਸ੍ਰੀ ਗੁਰਮੇਲ ਸਿੰਘ ਪੁੱਤਰ ਜੰਗੀਰ ਸਿੰਘ ਵਾਸੀ ਪਿੰਡ ਦੇ ਨਾਮ ਨੋਟਿਸ ਜਾਰੀ ਕੀਤਾ ਜਾਂਦਾ ਹੈ ਕਿ ਆਪ ਮਿਤੀ ਨੂੰ ਅਦਾਲਤ ਵਿੱਚ ਹਾਜ਼ਰ ਹੋਵੋ।	[719, 238, 938, 253]
notice-item: ਮੈਂ ਰਿਸ਼ Bans ਪੁੱਤਰ ਜਸਪਾਲ ਸਿੰਘ ਵਾਸੀ ਪਿੰਡ ਅਲਿਆਲ ਜਿਲ੍ਹਾ ਫਤਿਹਗੜ੍ਹ ਸਾਹਿਬ ਨੇ ਆਪਣਾ ਨਾਮ ਬਦਲ ਕੇ Bains ਰੱਖ ਲਿਆ ਹੈ।	[120, 208, 227, 248]
column-disinheritance	[234, 40, 474, 1470]
bullet-icon	[237, 315, 243, 321]
notice-item: I, Sandeep C/O Balwinder Pal Singh R/o H. No. 5414, Street No. 3, New Shivaji Nagar Ludhiana changed my name as Sandeep Kharbanda.	[481, 413, 588, 474]
bullet-icon	[120, 768, 126, 774]
notice-item: ਮੈਂ ਬਲਜੀਤ ਸਿੰਘ ਪੁੱਤਰ ਗੁਰਮੀਤ ਸਿੰਘ ਵਾਸੀ ਪਿੰਡ ਚੋਹਾਨਕੇ ਤਹਿ: ਬੁਢਲਾਡਾ ਜਿਲ੍ਹਾ ਮਾਨਸਾ ਨੇ ਆਪਣਾ ਨਾਮ ਬਦਲ ਕੇ ਬਲਜੀਤ ਸਿੰਘ ਰੱਖ ਲਿਆ ਹੈ।	[3, 643, 110, 693]
